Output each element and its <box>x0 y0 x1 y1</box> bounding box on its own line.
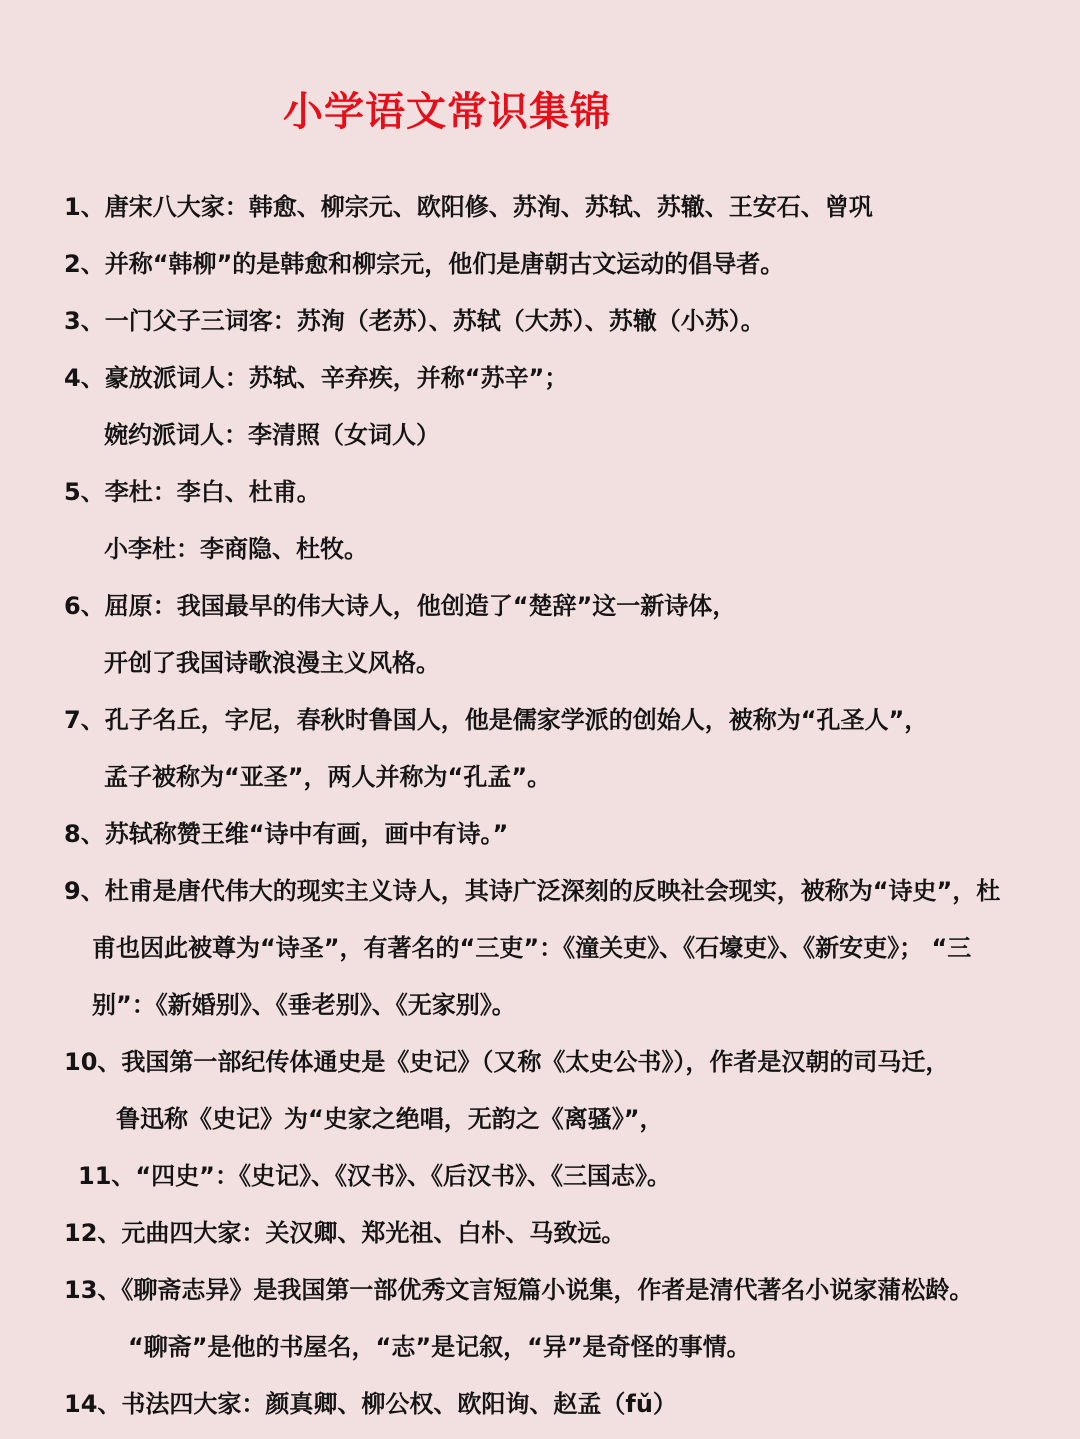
list-item: 开创了我国诗歌浪漫主义风格。 <box>104 649 440 677</box>
list-item: 8、苏轼称赞王维“诗中有画，画中有诗。” <box>64 820 509 848</box>
page-title: 小学语文常识集锦 <box>283 89 611 135</box>
list-item: 孟子被称为“亚圣”，两人并称为“孔孟”。 <box>104 763 552 791</box>
list-item: 鲁迅称《史记》为“史家之绝唱，无韵之《离骚》”， <box>116 1105 664 1133</box>
list-item: 14、书法四大家：颜真卿、柳公权、欧阳询、赵孟（fǔ） <box>64 1390 677 1418</box>
list-item: 5、李杜：李白、杜甫。 <box>64 478 321 506</box>
list-item: 2、并称“韩柳”的是韩愈和柳宗元，他们是唐朝古文运动的倡导者。 <box>64 250 785 278</box>
list-item: 婉约派词人：李清照（女词人） <box>104 421 440 449</box>
list-item: 10、我国第一部纪传体通史是《史记》（又称《太史公书》），作者是汉朝的司马迁， <box>64 1048 950 1076</box>
list-item: 6、屈原：我国最早的伟大诗人，他创造了“楚辞”这一新诗体， <box>64 592 737 620</box>
list-item: 甫也因此被尊为“诗圣”，有著名的“三吏”：《潼关吏》、《石壕吏》、《新安吏》； “三 <box>92 934 972 962</box>
list-item: 3、一门父子三词客：苏洵（老苏）、苏轼（大苏）、苏辙（小苏）。 <box>64 307 765 335</box>
list-item: 4、豪放派词人：苏轼、辛弃疾，并称“苏辛”； <box>64 364 569 392</box>
list-item: 13、《聊斋志异》是我国第一部优秀文言短篇小说集，作者是清代著名小说家蒲松龄。 <box>64 1276 974 1304</box>
list-item: 9、杜甫是唐代伟大的现实主义诗人，其诗广泛深刻的反映社会现实，被称为“诗史”，杜 <box>64 877 1001 905</box>
list-item: 11、“四史”：《史记》、《汉书》、《后汉书》、《三国志》。 <box>78 1162 671 1190</box>
list-item: “聊斋”是他的书屋名，“志”是记叙，“异”是奇怪的事情。 <box>128 1333 751 1361</box>
list-item: 7、孔子名丘，字尼，春秋时鲁国人，他是儒家学派的创始人，被称为“孔圣人”， <box>64 706 929 734</box>
list-item: 别”：《新婚别》、《垂老别》、《无家别》。 <box>92 991 516 1019</box>
list-item: 小李杜：李商隐、杜牧。 <box>104 535 368 563</box>
list-item: 12、元曲四大家：关汉卿、郑光祖、白朴、马致远。 <box>64 1219 626 1247</box>
list-item: 1、唐宋八大家：韩愈、柳宗元、欧阳修、苏洵、苏轼、苏辙、王安石、曾巩 <box>64 193 873 221</box>
